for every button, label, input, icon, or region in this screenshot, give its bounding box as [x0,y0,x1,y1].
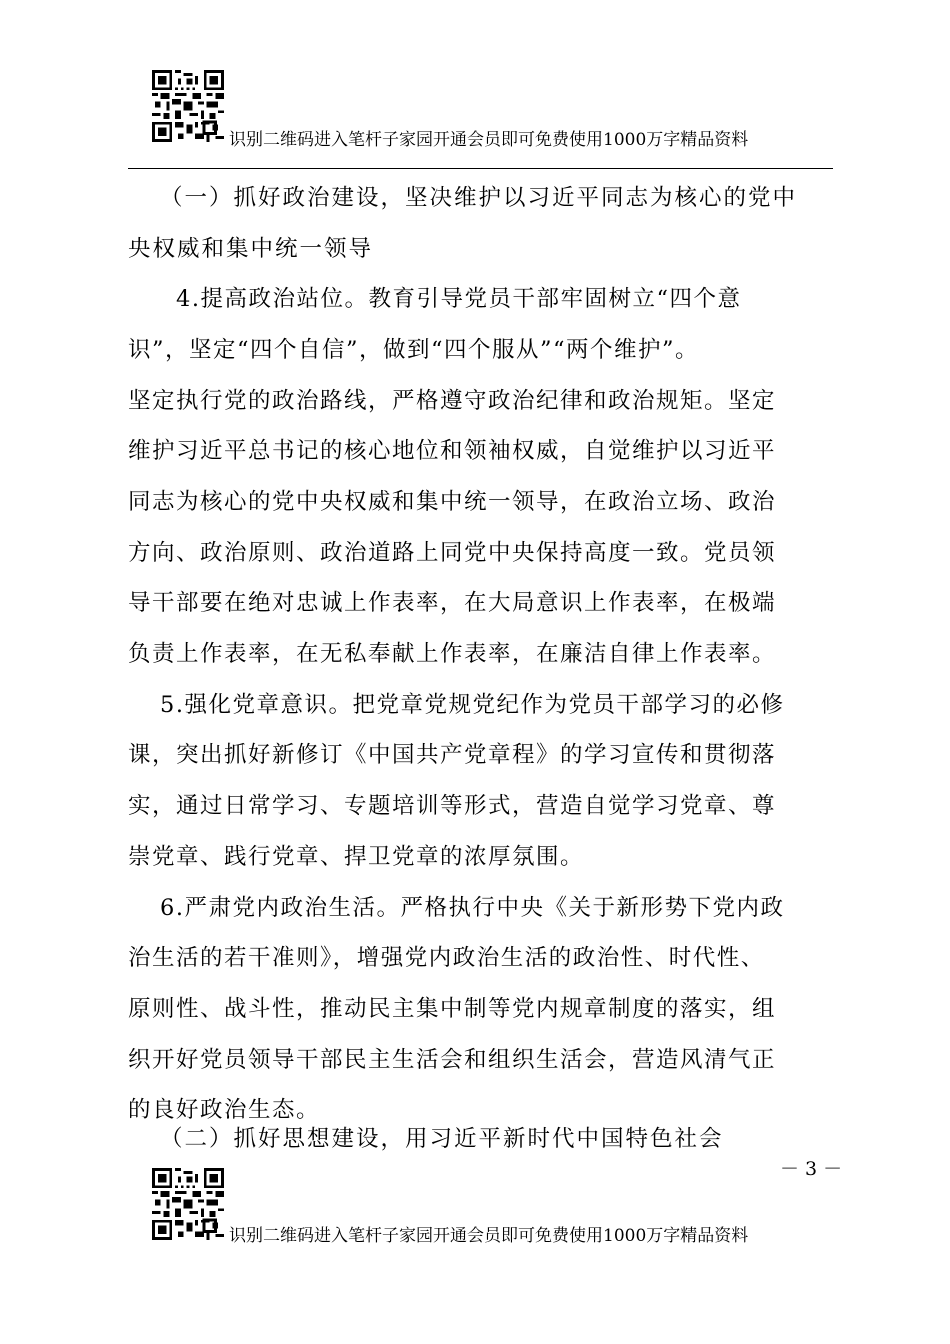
paragraph-6-line-1: 6.严肃党内政治生活。严格执行中央《关于新形势下党内政 [160,895,785,921]
page-number: － 3 － [780,1158,843,1180]
section-one-heading-line-2: 央权威和集中统一领导 [128,236,374,262]
paragraph-6-line-4: 织开好党员领导干部民主生活会和组织生活会，营造风清气正 [128,1047,777,1073]
paragraph-4-line-8: 负责上作表率，在无私奉献上作表率，在廉洁自律上作表率。 [128,641,777,667]
paragraph-6-line-2: 治生活的若干准则》，增强党内政治生活的政治性、时代性、 [128,945,765,971]
paragraph-4-line-3: 坚定执行党的政治路线，严格遵守政治纪律和政治规矩。坚定 [128,388,777,414]
section-one-heading-line-1: （一）抓好政治建设，坚决维护以习近平同志为核心的党中 [160,185,798,211]
paragraph-5-line-4: 崇党章、践行党章、捍卫党章的浓厚氛围。 [128,844,585,870]
paragraph-4-line-6: 方向、政治原则、政治道路上同党中央保持高度一致。党员领 [128,540,777,566]
header-caption: 识别二维码进入笔杆子家园开通会员即可免费使用1000万字精品资料 [229,130,749,150]
footer-caption: 识别二维码进入笔杆子家园开通会员即可免费使用1000万字精品资料 [229,1226,749,1246]
section-two-heading: （二）抓好思想建设，用习近平新时代中国特色社会 [160,1126,724,1152]
paragraph-5-line-2: 课，突出抓好新修订《中国共产党章程》的学习宣传和贯彻落 [128,742,777,768]
paragraph-6-line-5: 的良好政治生态。 [128,1097,321,1123]
footer-qr-code [150,1168,226,1240]
paragraph-4-line-1: 4.提高政治站位。教育引导党员干部牢固树立“四个意 [176,286,742,312]
header-divider [128,168,833,169]
paragraph-4-line-5: 同志为核心的党中央权威和集中统一领导，在政治立场、政治 [128,489,777,515]
paragraph-5-line-3: 实，通过日常学习、专题培训等形式，营造自觉学习党章、尊 [128,793,777,819]
paragraph-4-line-2: 识”，坚定“四个自信”，做到“四个服从”“两个维护”。 [128,337,700,363]
paragraph-4-line-7: 导干部要在绝对忠诚上作表率，在大局意识上作表率，在极端 [128,590,777,616]
paragraph-6-line-3: 原则性、战斗性，推动民主集中制等党内规章制度的落实，组 [128,996,777,1022]
header-qr-code [150,70,226,142]
paragraph-5-line-1: 5.强化党章意识。把党章党规党纪作为党员干部学习的必修 [160,692,785,718]
paragraph-4-line-4: 维护习近平总书记的核心地位和领袖权威，自觉维护以习近平 [128,438,777,464]
